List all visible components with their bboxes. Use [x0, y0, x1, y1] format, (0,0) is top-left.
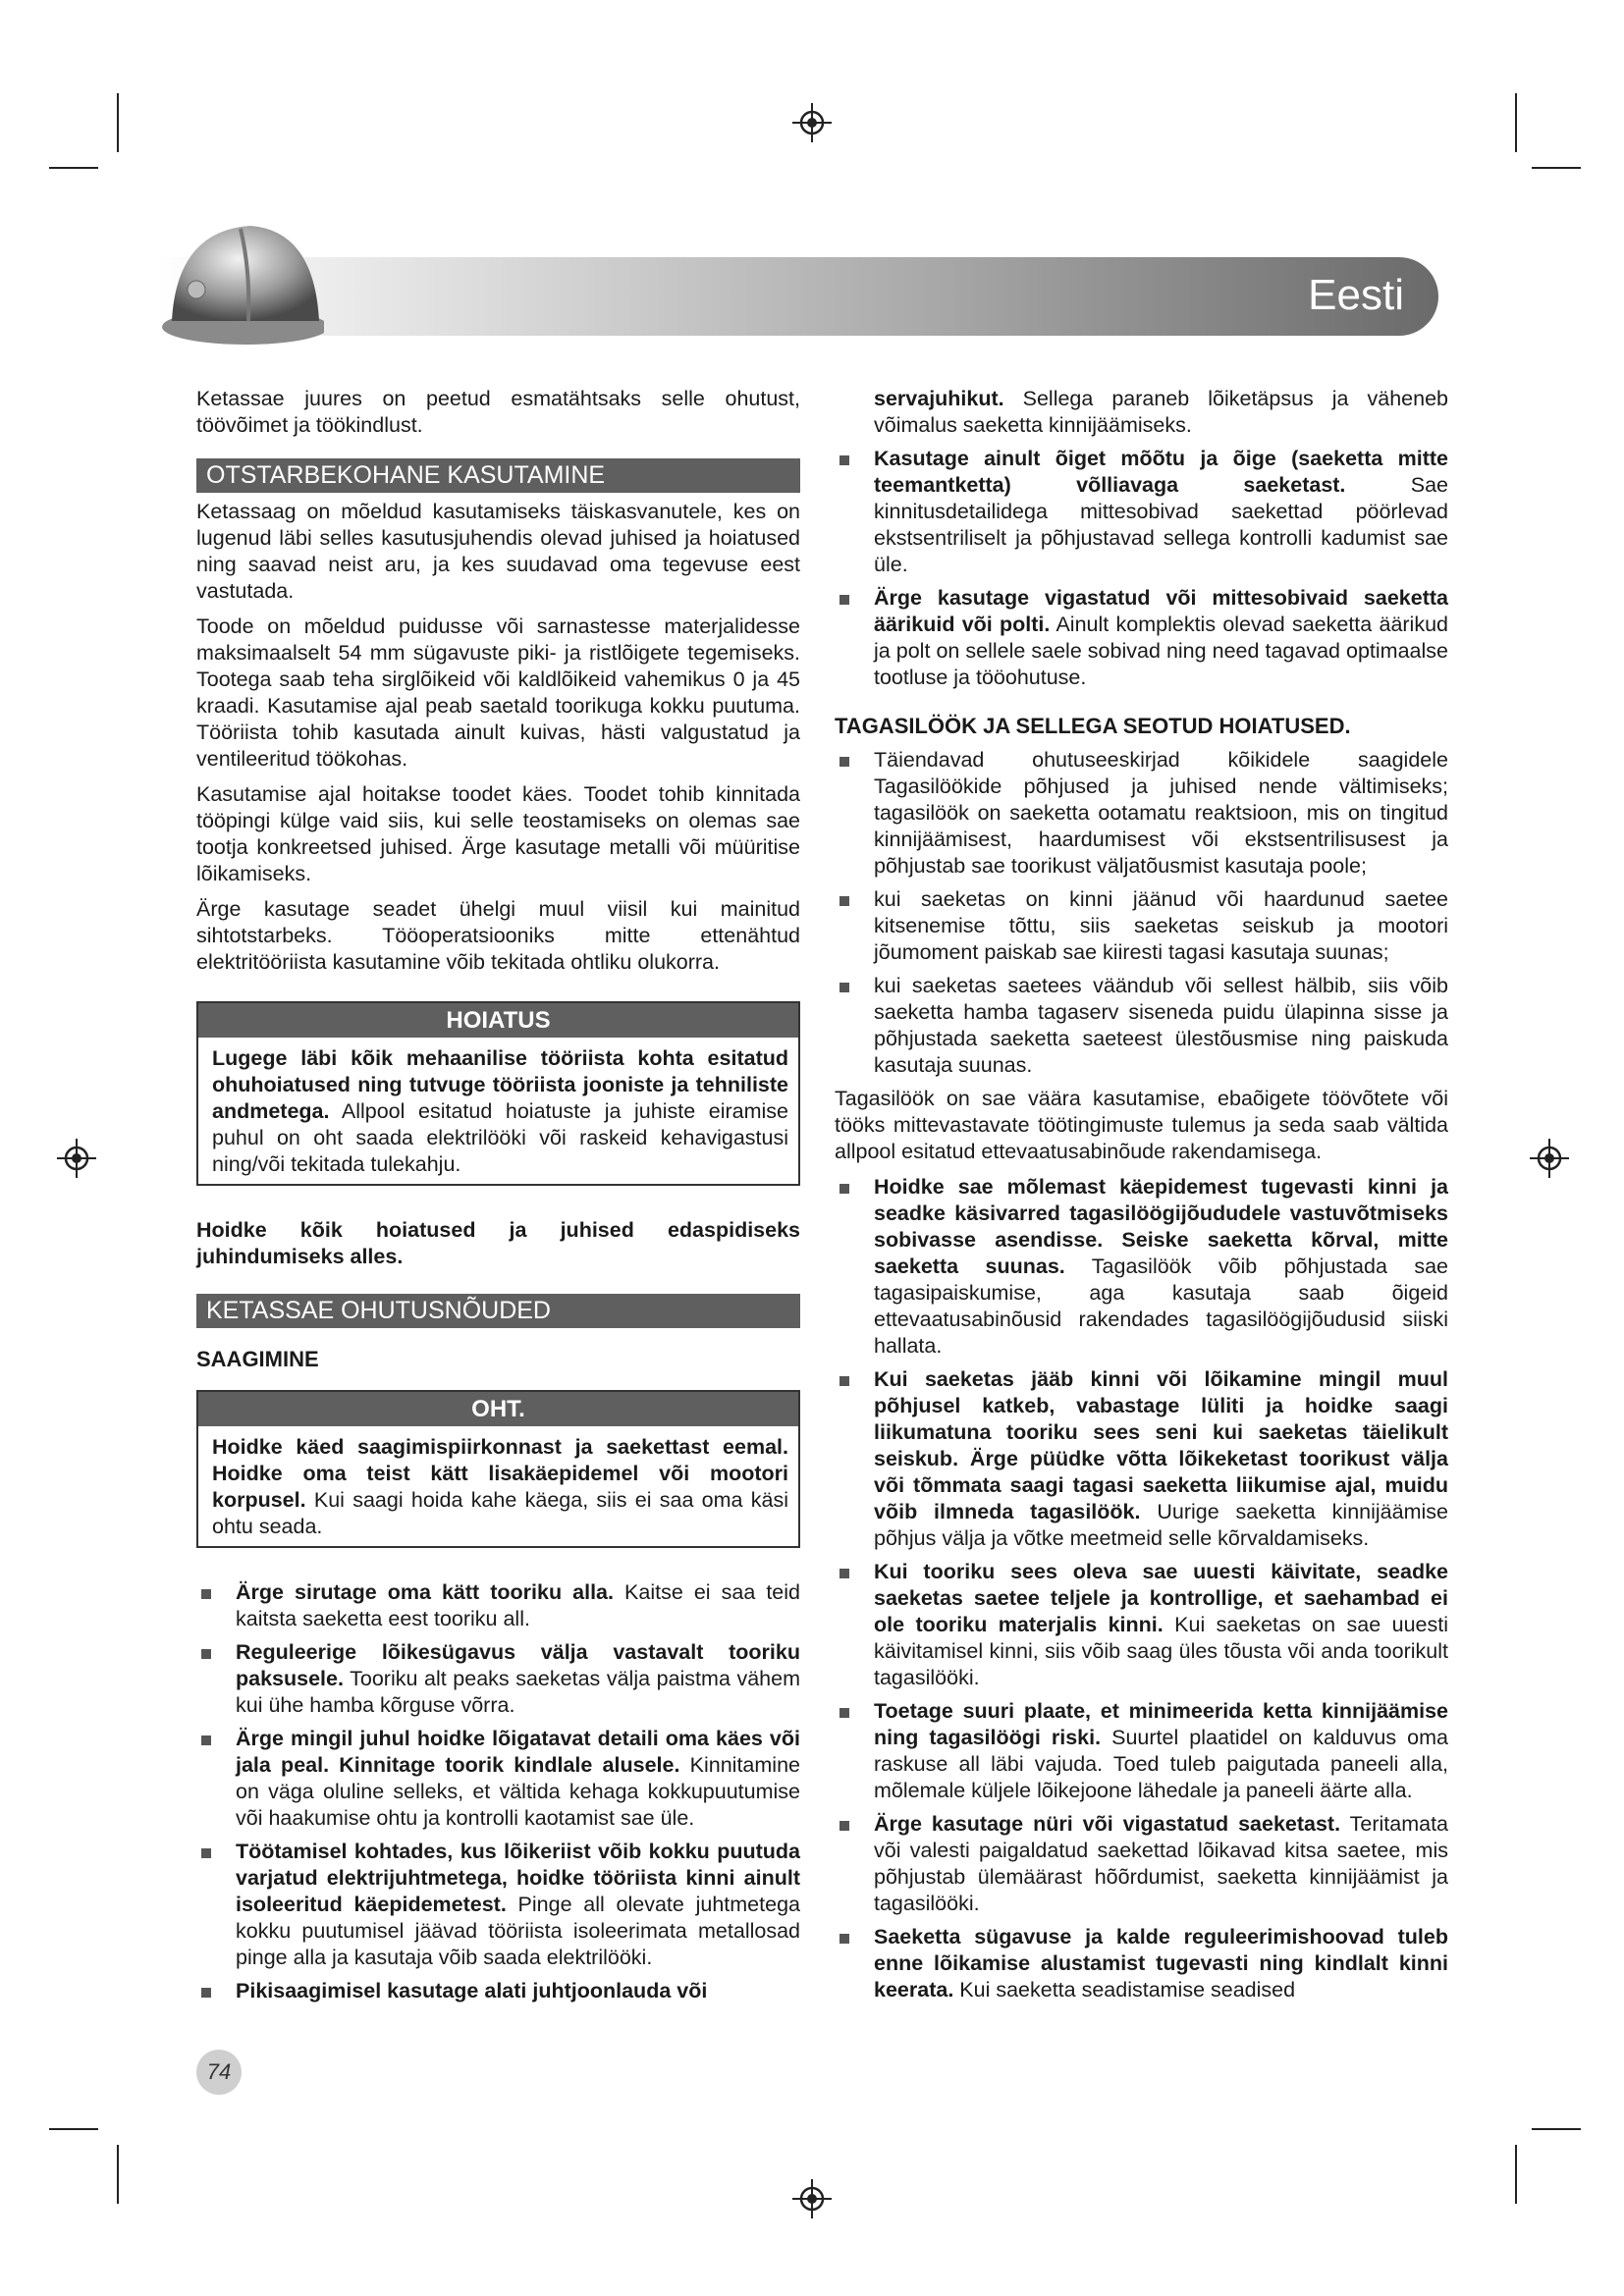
list-item: Kui tooriku sees oleva sae uuesti käivitate, seadke saeketas saetee teljele ja kontrollige, et saehambad ei ole tooriku materjalis kinni. Kui saeketas on sae uuesti käivitamisel kinni, siis võib saag üles tõusta või anda toorikult tagasilööki.: [835, 1559, 1448, 1691]
danger-title: OHT.: [198, 1392, 798, 1426]
hard-hat-icon: [152, 211, 324, 348]
subsection-heading: SAAGIMINE: [196, 1347, 319, 1371]
list-item: Toetage suuri plaate, et minimeerida ketta kinnijäämise ning tagasilöögi riski. Suurtel plaatidel on kalduvus oma raskuse all läbi vajuda. Toed tuleb paigutada paneeli alla, mõlemale küljele lõikejoone lähedale ja paneeli äärte alla.: [835, 1698, 1448, 1804]
registration-mark-icon: [57, 1139, 96, 1178]
list-item: Ärge kasutage vigastatud või mittesobivaid saeketta äärikuid või polti. Ainult komplektis olevad saeketta äärikud ja polt on sellele saele sobivad ning need tagavad optimaalse tootluse ja tööohutuse.: [835, 585, 1448, 691]
paragraph: Toode on mõeldud puidusse või sarnastesse materjalidesse maksimaalselt 54 mm sügavuste piki- ja ristlõigete tegemiseks. Tootega saab teha sirglõikeid või kaldlõikeid vahemikus 0 ja 45 kraadi. Kasutamise ajal peab saetald toorikuga kokku puutuma. Tööriista tohib kasutada ainult kuivas, hästi valgustatud ja ventileeritud töökohas.: [196, 614, 800, 771]
paragraph: Kasutamise ajal hoitakse toodet käes. Toodet tohib kinnitada tööpingi külge vaid siis, kui selle teostamiseks on olemas sae tootja konkreetsed juhised. Ärge kasutage metalli või müüritise lõikamiseks.: [196, 782, 800, 885]
danger-text: Hoidke käed saagimispiirkonnast ja saekettast eemal. Hoidke oma teist kätt lisakäepidemel või mootori korpusel. Kui saagi hoida kahe käega, siis ei saa oma käsi ohtu seada.: [212, 1435, 788, 1538]
registration-mark-icon: [792, 103, 832, 142]
list-item: Ärge kasutage nüri või vigastatud saeketast. Teritamata või valesti paigaldatud saekettad lõikavad kitsa saetee, mis põhjustab ülemäärast hõõrdumist, saeketta kinnijäämist ja tagasilööki.: [835, 1811, 1448, 1917]
list-item: Saeketta sügavuse ja kalde reguleerimishoovad tuleb enne lõikamise alustamist tugevasti ning kindlalt kinni keerata. Kui saeketta seadistamise seadised: [835, 1924, 1448, 2003]
header-banner: [157, 257, 1438, 336]
list-item: kui saeketas on kinni jäänud või haardunud saetee kitsenemise tõttu, siis saeketas seiskub ja mootori jõumoment paiskab sae kiiresti tagasi kasutaja suunas;: [835, 886, 1448, 966]
list-item: Reguleerige lõikesügavus välja vastavalt tooriku paksusele. Tooriku alt peaks saeketas välja paistma vähem kui ühe hamba kõrguse võrra.: [196, 1639, 800, 1719]
warning-text: Lugege läbi kõik mehaanilise tööriista kohta esitatud ohuhoiatused ning tutvuge tööriista jooniste ja tehniliste andmetega. Allpool esitatud hoiatuste ja juhiste eiramise puhul on oht saada elektrilööki või raskeid kehavigastusi ning/või tekitada tulekahju.: [212, 1046, 788, 1176]
crop-mark: [1532, 2128, 1581, 2130]
keep-instructions-note: Hoidke kõik hoiatused ja juhised edaspidiseks juhindumiseks alles.: [196, 1218, 800, 1268]
crop-mark: [1515, 93, 1517, 152]
crop-mark: [117, 93, 119, 152]
list-item: Täiendavad ohutuseeskirjad kõikidele saagidele Tagasilöökide põhjused ja juhised nende vältimiseks; tagasilöök on saeketta ootamatu reaktsioon, mis on tingitud kinnijäämisest, haardumisest või ekstsentrilisusest ja põhjustab sae toorikust väljatõusmist kasutaja poole;: [835, 747, 1448, 880]
left-column: [196, 386, 800, 2011]
list-item-continued: servajuhikut. Sellega paraneb lõiketäpsus ja väheneb võimalus saeketta kinnijäämiseks.: [874, 387, 1448, 437]
bullet-list: [835, 1174, 1448, 2003]
crop-mark: [1532, 167, 1581, 169]
crop-mark: [49, 2128, 98, 2130]
crop-mark: [49, 167, 98, 169]
intro-paragraph: Ketassae juures on peetud esmatähtsaks selle ohutust, töövõimet ja töökindlust.: [196, 387, 800, 437]
section-heading: KETASSAE OHUTUSNÕUDED: [196, 1294, 800, 1328]
list-item: Hoidke sae mõlemast käepidemest tugevasti kinni ja seadke käsivarred tagasilöögijõududele vastuvõtmiseks sobivasse asendisse. Seiske saeketta kõrval, mitte saeketta suunas. Tagasilöök võib põhjustada sae tagasipaiskumise, aga kasutaja saab õigeid ettevaatusabinõusid rakendades tagasilöögijõudusid siiski hallata.: [835, 1174, 1448, 1360]
crop-mark: [117, 2145, 119, 2204]
list-item: kui saeketas saetees väändub või sellest hälbib, siis võib saeketta hamba tagaserv siseneda puidu ülapinna sisse ja põhjustada saeketta saeteest ülestõusmise ning paiskuda kasutaja suunas.: [835, 973, 1448, 1079]
list-item: Kui saeketas jääb kinni või lõikamine mingil muul põhjusel katkeb, vabastage lüliti ja hoidke saagi liikumatuna tooriku sees seni kui saeketas täielikult seiskub. Ärge püüdke võtta lõikeketast toorikust välja või tõmmata saagi tagasi saeketta liikumise ajal, muidu võib ilmneda tagasilöök. Uurige saeketta kinnijäämise põhjus välja ja võtke meetmeid selle kõrvaldamiseks.: [835, 1366, 1448, 1552]
warning-title: HOIATUS: [198, 1003, 798, 1038]
danger-box: [196, 1390, 800, 1548]
registration-mark-icon: [792, 2179, 832, 2218]
bullet-list: [835, 747, 1448, 1079]
list-item: Pikisaagimisel kasutage alati juhtjoonlauda või: [196, 1978, 800, 2004]
bullet-list: [835, 446, 1448, 691]
subsection-heading: TAGASILÖÖK JA SELLEGA SEOTUD HOIATUSED.: [835, 714, 1351, 738]
page-number: 74: [196, 2050, 242, 2095]
list-item: Töötamisel kohtades, kus lõikeriist võib kokku puutuda varjatud elektrijuhtmetega, hoidke tööriista kinni ainult isoleeritud käepidemetest. Pinge all olevate juhtmetega kokku puutumisel jäävad tööriista isoleerimata metallosad pinge alla ja kasutaja võib saada elektrilööki.: [196, 1839, 800, 1971]
registration-mark-icon: [1530, 1139, 1569, 1178]
right-column: [835, 386, 1448, 2010]
list-item: Ärge sirutage oma kätt tooriku alla. Kaitse ei saa teid kaitsta saeketta eest tooriku all.: [196, 1579, 800, 1632]
paragraph: Ketassaag on mõeldud kasutamiseks täiskasvanutele, kes on lugenud läbi selles kasutusjuhendis olevad juhised ja hoiatused ning saavad neist aru, ja kes suudavad oma tegevuse eest vastutada.: [196, 500, 800, 603]
section-heading: OTSTARBEKOHANE KASUTAMINE: [196, 458, 800, 493]
warning-box: [196, 1001, 800, 1186]
bullet-list: [196, 1579, 800, 2004]
bullet-list: [835, 386, 1448, 439]
paragraph: Tagasilöök on sae väära kasutamise, ebaõigete töövõtete või tööks mittevastavate töötingimuste tulemus ja seda saab vältida allpool esitatud ettevaatusabinõude rakendamisega.: [835, 1087, 1448, 1163]
list-item: Kasutage ainult õiget mõõtu ja õige (saeketta mitte teemantketta) võlliavaga saeketast. Sae kinnitusdetailidega mittesobivad saekettad pöörlevad ekstsentriliselt ja põhjustavad sellega kontrolli kadumist sae üle.: [835, 446, 1448, 578]
paragraph: Ärge kasutage seadet ühelgi muul viisil kui mainitud sihtotstarbeks. Tööoperatsiooniks mitte ettenähtud elektritööriista kasutamine võib tekitada ohtliku olukorra.: [196, 897, 800, 974]
language-label: Eesti: [1308, 271, 1404, 319]
crop-mark: [1515, 2145, 1517, 2204]
list-item: Ärge mingil juhul hoidke lõigatavat detaili oma käes või jala peal. Kinnitage toorik kindlale alusele. Kinnitamine on väga oluline selleks, et vältida kehaga kokkupuutumise või haakumise ohtu ja kontrolli kaotamist sae üle.: [196, 1726, 800, 1832]
